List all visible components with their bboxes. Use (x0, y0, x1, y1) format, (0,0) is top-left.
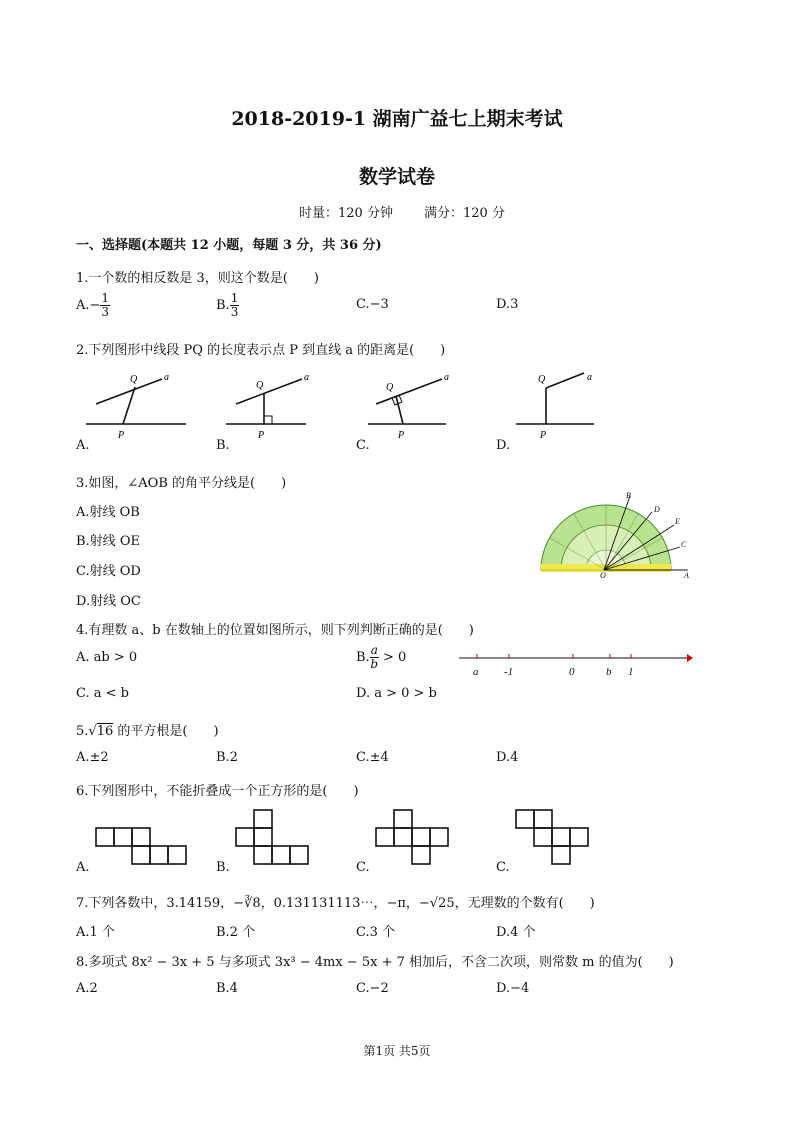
q8-option-a: A.2 (76, 981, 98, 996)
q2a-label-q: Q (130, 374, 138, 385)
q4-b-numerator: a (370, 643, 378, 657)
q1-stem: 1.一个数的相反数是 3，则这个数是( ) (76, 271, 319, 286)
q4-option-d: D. a > 0 > b (356, 686, 437, 701)
q1-option-a (76, 292, 110, 319)
q5-option-c: C.±4 (356, 750, 389, 765)
q6-net-b (236, 810, 308, 864)
exam-title: 2018-2019-1 湖南广益七上期末考试 (231, 108, 563, 130)
q1-option-c: C.−3 (356, 297, 389, 312)
q2c-label-q: Q (386, 382, 394, 393)
q5-radicand: 16 (96, 724, 114, 739)
exam-subtitle: 数学试卷 (358, 166, 435, 188)
q7-option-d: D.4 个 (496, 925, 536, 940)
full-score: 满分：120 分 (424, 206, 505, 221)
q6-net-a (96, 828, 186, 864)
q5-option-b: B.2 (216, 750, 238, 765)
q4-option-c: C. a < b (76, 686, 129, 701)
q3-label-e: E (675, 517, 680, 526)
q1-b-numerator: 1 (230, 291, 239, 305)
q2-figure-d (516, 372, 594, 441)
q2-option-b: B. (216, 438, 230, 453)
page-footer: 第1页 共5页 (363, 1044, 431, 1058)
sqrt-symbol: √ (88, 724, 97, 739)
q1-option-b-fraction (230, 292, 240, 319)
q2-option-d: D. (496, 438, 511, 453)
q3-label-c: C (681, 540, 687, 549)
q3-option-c: C.射线 OD (76, 564, 141, 579)
q6-net-d (516, 810, 588, 864)
q3-label-b: B (626, 491, 631, 500)
q7-option-a: A.1 个 (76, 925, 115, 940)
q4-stem: 4.有理数 a、b 在数轴上的位置如图所示，则下列判断正确的是( ) (76, 623, 474, 638)
q4-option-b-suffix: > 0 (378, 650, 407, 665)
q8-stem: 8.多项式 8x² − 3x + 5 与多项式 3x³ − 4mx − 5x + 7 相加后，不含二次项，则常数 m 的值为( ) (76, 955, 674, 970)
q6-option-d: C. (496, 860, 510, 875)
q6-stem: 6.下列图形中，不能折叠成一个正方形的是( ) (76, 784, 359, 799)
q2d-label-p: P (540, 430, 547, 441)
q2c-label-a: a (444, 372, 449, 383)
q3-label-o: O (600, 571, 606, 580)
q2d-label-a: a (587, 372, 592, 383)
q1-b-denominator: 3 (230, 305, 239, 319)
q6-option-a: A. (76, 860, 90, 875)
q6-net-c (376, 810, 448, 864)
q4-option-a: A. ab > 0 (76, 650, 138, 665)
section-heading: 一、选择题(本题共 12 小题，每题 3 分，共 36 分) (76, 238, 382, 253)
q4-option-b-fraction (370, 644, 379, 671)
q2a-label-a: a (164, 372, 169, 383)
q2-stem: 2.下列图形中线段 PQ 的长度表示点 P 到直线 a 的距离是( ) (76, 343, 446, 358)
q7-option-b: B.2 个 (216, 925, 256, 940)
q3-stem: 3.如图，∠AOB 的角平分线是( ) (76, 476, 287, 491)
axis-label-a: a (473, 666, 479, 678)
q1-a-denominator: 3 (101, 305, 110, 319)
q6-option-c: C. (356, 860, 370, 875)
axis-label-neg1: -1 (504, 666, 514, 678)
q3-label-a: A (684, 571, 689, 580)
q4-option-b (356, 644, 406, 671)
q5-option-a: A.±2 (76, 750, 109, 765)
q1-option-b-prefix: B. (216, 298, 230, 313)
q5-option-d: D.4 (496, 750, 519, 765)
q2-option-c: C. (356, 438, 370, 453)
q2-figure-b (226, 372, 309, 441)
q5-stem (76, 720, 219, 739)
q2-option-a: A. (76, 438, 90, 453)
q4-number-line (455, 650, 695, 680)
q2b-label-q: Q (256, 380, 264, 391)
q8-option-b: B.4 (216, 981, 238, 996)
q3-option-b: B.射线 OE (76, 534, 140, 549)
q7-option-c: C.3 个 (356, 925, 396, 940)
axis-label-b: b (606, 666, 612, 678)
q3-protractor-figure (536, 490, 696, 580)
q7-stem: 7.下列各数中，3.14159，−∛8，0.131131113⋯，−π，−√25，无理数的个数有( ) (76, 896, 595, 911)
q2a-label-p: P (118, 430, 125, 441)
q4-b-denominator: b (370, 657, 379, 671)
q3-label-d: D (654, 505, 660, 514)
q2d-label-q: Q (538, 374, 546, 385)
q2b-label-a: a (304, 372, 309, 383)
q1-option-a-prefix: A.− (76, 298, 101, 313)
q2-figure-a (86, 372, 186, 441)
q5-stem-suffix: 的平方根是( ) (113, 724, 219, 739)
q1-option-a-fraction (100, 292, 110, 319)
q6-option-b: B. (216, 860, 230, 875)
q3-option-a: A.射线 OB (76, 505, 140, 520)
time-limit: 时量：120 分钟 (299, 206, 393, 221)
axis-label-0: 0 (569, 666, 575, 678)
axis-label-1: 1 (628, 666, 634, 678)
q8-option-c: C.−2 (356, 981, 389, 996)
q2c-label-p: P (398, 430, 405, 441)
q1-option-d: D.3 (496, 297, 519, 312)
q8-option-d: D.−4 (496, 981, 530, 996)
q1-a-numerator: 1 (101, 291, 110, 305)
q5-stem-prefix: 5. (76, 724, 89, 739)
q1-option-b (216, 292, 239, 319)
q6-nets (76, 806, 636, 866)
q2b-label-p: P (258, 430, 265, 441)
q3-option-d: D.射线 OC (76, 594, 141, 609)
q4-option-b-prefix: B. (356, 650, 370, 665)
q2-figure-c (368, 372, 449, 441)
